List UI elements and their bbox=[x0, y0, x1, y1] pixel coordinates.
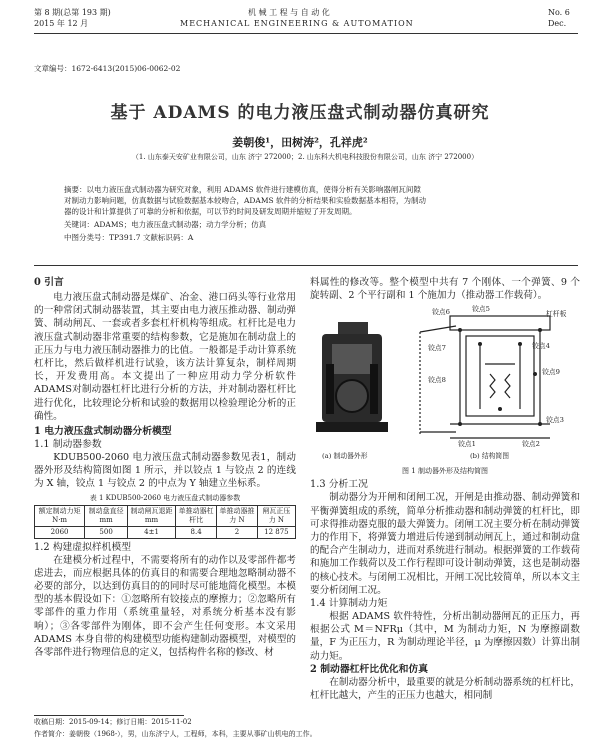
table-header: 单推动器推力 N bbox=[217, 505, 258, 526]
table-cell: 12 875 bbox=[257, 526, 295, 538]
fig-label-pivot8: 铰点8 bbox=[428, 376, 446, 385]
abstract-rule bbox=[34, 265, 578, 266]
fig-label-lever-plate: 杠杆板 bbox=[546, 310, 567, 319]
footnote-rule bbox=[34, 715, 184, 716]
continued-paragraph: 料属性的修改等。整个模型中共有 7 个刚体、一个弹簧、9 个旋转副、2 个平行副和 1 个施加力（推动器工作载荷）。 bbox=[310, 277, 580, 302]
header-rule bbox=[34, 33, 578, 34]
abstract-line-2: 对制动力影响问题，仿真数据与试验数据基本较吻合，ADAMS 软件的分析结果和实验数据基本相符，为制动 bbox=[64, 196, 427, 205]
header-month: Dec. bbox=[548, 19, 567, 28]
table-header-row bbox=[35, 505, 296, 526]
header-issue: 第 8 期(总第 193 期) bbox=[34, 8, 111, 17]
figure-caption: 图 1 制动器外形及结构简图 bbox=[402, 467, 488, 476]
header-date: 2015 年 12 月 bbox=[34, 19, 89, 28]
table-header: 闸瓦正压力 N bbox=[257, 505, 295, 526]
fig-label-pivot3: 铰点3 bbox=[546, 416, 564, 425]
fig-label-pivot4: 铰点4 bbox=[532, 342, 550, 351]
section-1-2-heading: 1.2 构建虚拟样机模型 bbox=[34, 541, 132, 553]
section-1-2-paragraph: 在建模分析过程中，不需要将所有的动作以及零部件都考虑进去，而应根据具体的仿真目的和需要合理地忽略制动器不必要的部分，以达到仿真目的的同时尽可能地简化模型。本模型的基本假设如下：①忽略所有铰接点的摩擦力；②忽略所有零部件的重力作用（系统重量轻，对系统分析基本没有影响）；③各零部件为刚体，即不会产生任何变形。本文采用 ADAMS 本身自带的构建模型功能构建制动器模型，对模型的各零部件进行物理信息的定义，包括构件名称的修改、材 bbox=[34, 554, 296, 659]
fig-subcaption-b: (b) 结构简图 bbox=[470, 452, 510, 461]
section-1-3-heading: 1.3 分析工况 bbox=[310, 479, 368, 491]
pivot-points bbox=[458, 328, 542, 426]
table-caption: 表 1 KDUB500-2060 电力液压盘式制动器参数 bbox=[89, 493, 241, 502]
header-no: No. 6 bbox=[548, 8, 570, 17]
article-number: 文章编号：1672-6413(2015)06-0062-02 bbox=[34, 64, 181, 73]
clc-number: 中图分类号：TP391.7 文献标识码：A bbox=[64, 233, 194, 242]
section-2-paragraph: 在制动器分析中，最重要的就是分析制动器系统的杠杆比，杠杆比越大，产生的正压力也越大，相同制 bbox=[310, 676, 580, 702]
section-1-4-heading: 1.4 计算制动力矩 bbox=[310, 598, 388, 610]
section-1-1-paragraph: KDUB500-2060 电力液压盘式制动器参数见表1，制动器外形及结构简图如图 1 所示，并以铰点 1 与铰点 2 的连线为 X 轴，铰点 1 与铰点 2 的中点为 Y 轴建立坐标系。 bbox=[34, 452, 296, 490]
parameter-table bbox=[34, 505, 296, 539]
journal-title-cn: 机 械 工 程 与 自 动 化 bbox=[248, 8, 330, 17]
table-header: 制动盘直径 mm bbox=[85, 505, 128, 526]
author-intro: 作者简介：姜朝俊（1968-），男，山东济宁人，工程师，本科，主要从事矿山机电的工作。 bbox=[34, 730, 317, 738]
table-cell: 2 bbox=[217, 526, 258, 538]
received-date: 收稿日期：2015-09-14；修订日期：2015-11-02 bbox=[34, 718, 192, 726]
table-row bbox=[35, 526, 296, 538]
table-header: 制动闸瓦退距 mm bbox=[128, 505, 176, 526]
authors: 姜朝俊¹，田树涛²，孔祥虎² bbox=[232, 136, 368, 149]
fig-label-pivot9: 铰点9 bbox=[542, 368, 560, 377]
figure-1 bbox=[310, 304, 580, 466]
journal-title-en: MECHANICAL ENGINEERING & AUTOMATION bbox=[180, 19, 414, 28]
right-column bbox=[310, 276, 580, 702]
affiliation: （1. 山东泰天安矿业有限公司，山东 济宁 272000；2. 山东科大机电科技股份有限公司，山东 济宁 272000） bbox=[131, 153, 479, 161]
section-1-heading: 1 电力液压盘式制动器分析模型 bbox=[34, 426, 172, 438]
fig-label-pivot2: 铰点2 bbox=[522, 440, 540, 449]
table-cell: 500 bbox=[85, 526, 128, 538]
section-2-heading: 2 制动器杠杆比优化和仿真 bbox=[310, 663, 428, 675]
section-1-1-heading: 1.1 制动器参数 bbox=[34, 439, 102, 451]
keywords: 关键词：ADAMS；电力液压盘式制动器；动力学分析；仿真 bbox=[64, 220, 267, 229]
fig-label-pivot1: 铰点1 bbox=[458, 440, 476, 449]
brake-photo bbox=[316, 322, 388, 432]
table-header: 额定制动力矩 N·m bbox=[35, 505, 85, 526]
fig-label-pivot7: 铰点7 bbox=[428, 344, 446, 353]
abstract-line-3: 器的设计和计算提供了可靠的分析和依据，可以节约时间及研发周期并缩短了开发周期。 bbox=[64, 207, 357, 216]
fig-label-pivot6: 铰点6 bbox=[432, 308, 450, 317]
section-1-3-paragraph: 制动器分为开闸和闭闸工况，开闸是由推动器、制动弹簧和平衡弹簧组成的系统，简单分析推动器和制动弹簧的杠杆比，即可求得推动器克服的最大弹簧力。闭闸工况主要分析在制动弹簧力的作用下，将弹簧力增进后传递到制动闸瓦上，通过和制动盘的配合产生制动力，进而对系统进行制动。根据弹簧的工作载荷和施加工作载荷以及工作行程即可设计制动弹簧，这也是制动器的核心技术。与闭闸工况相比，开闸工况比较简单，所以本文主要分析闭闸工况。 bbox=[310, 492, 580, 596]
abstract bbox=[64, 184, 554, 243]
table-cell: 4±1 bbox=[128, 526, 176, 538]
left-column bbox=[34, 276, 296, 659]
paper-title: 基于 ADAMS 的电力液压盘式制动器仿真研究 bbox=[110, 103, 490, 123]
table-header: 单推动器杠杆比 bbox=[176, 505, 217, 526]
fig-label-pivot5: 铰点5 bbox=[472, 305, 490, 314]
table-cell: 8.4 bbox=[176, 526, 217, 538]
fig-subcaption-a: (a) 制动器外形 bbox=[322, 452, 368, 461]
intro-heading: 0 引言 bbox=[34, 277, 64, 288]
intro-paragraph: 电力液压盘式制动器是煤矿、冶金、港口码头等行业常用的一种常闭式制动器装置，其主要由电力液压推动器、制动弹簧、制动闸瓦、一套或者多套杠杆机构等组成。杠杆比是电力液压盘式制动器非常重要的结构参数，它是施加在制动盘上的正压力与电力液压制动器推力的比值。一般都是手动计算系统杠杆比，然后做样机进行试验，该方法计算复杂，制样周期长，开发费用高。本文提出了一种应用动力学分析软件ADAMS对制动器杠杆比进行分析的方法，并对制动器杠杆比进行优化，比较理论分析和试验的数据用以检验理论分析的正确性。 bbox=[34, 292, 296, 422]
table-cell: 2060 bbox=[35, 526, 85, 538]
section-1-4-paragraph: 根据 ADAMS 软件特性，分析出制动器闸瓦的正压力，再根据公式 M＝NFRμ（其中，M 为制动力矩，N 为摩擦副数量，F 为正压力，R 为制动理论半径，μ 为摩擦因数）计算出制动力矩。 bbox=[310, 611, 580, 662]
abstract-line-1: 摘要：以电力液压盘式制动器为研究对象，利用 ADAMS 软件进行建模仿真，使得分析有关影响器闸瓦间隙 bbox=[64, 185, 421, 194]
